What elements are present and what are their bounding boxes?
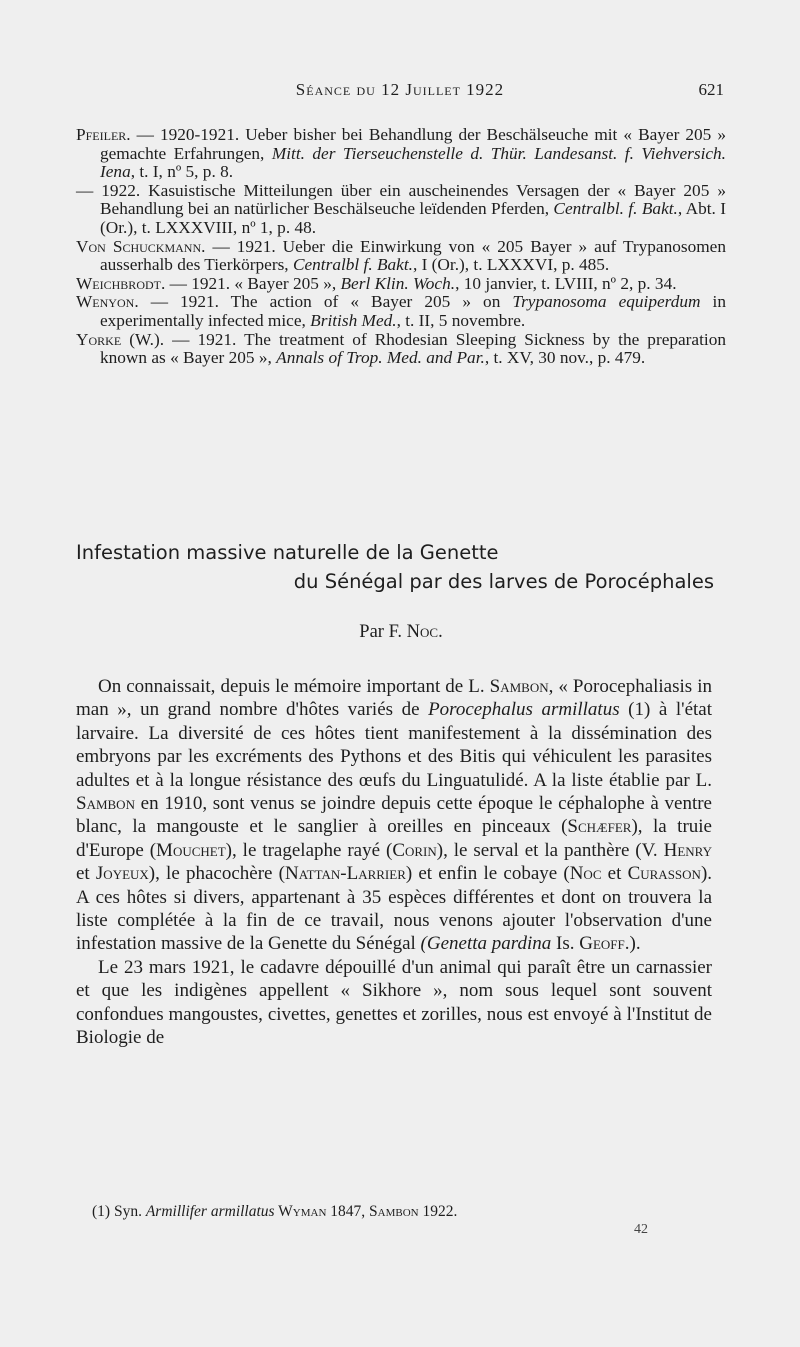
text: ), le phacochère (: [148, 863, 285, 885]
text: .).: [624, 933, 641, 955]
ref-text: . — 1920-1921. Ueber bisher bei Behandlung der Beschälseuche mit « Bayer 205 » gemachte Erfahrungen,: [100, 125, 726, 163]
text: 1847,: [326, 1203, 370, 1220]
ref-rest: , t. XV, 30 nov., p. 479.: [484, 348, 646, 368]
ref-journal: British Med.: [310, 310, 397, 330]
paragraph: Le 23 mars 1921, le cadavre dépouillé d'un animal qui paraît être un carnassier et que les indigènes appellent « Sikhore », nom sous lequel sont souvent confondues mangoustes, civettes, genettes et zorilles, nous est envoyé à l'Institut de Biologie de: [76, 956, 712, 1049]
author-name: Sambon: [369, 1203, 419, 1220]
ref-text: — 1922. Kasuistische Mitteilungen über ein auscheinendes Versagen der « Bayer 205 » Behandlung bei an natürlicher Beschälseuche leïdenden Pferden,: [76, 180, 726, 219]
reference-entry: [76, 238, 726, 275]
ref-rest: , Abt. I (Or.), t. LXXXVIII, nº 1, p. 48.: [100, 199, 727, 237]
text: en 1910, sont venus se joindre depuis cette époque le céphalophe à ventre blanc, la mangouste et le sanglier à oreilles en pinceaux (: [76, 793, 712, 838]
reference-entry: [76, 126, 726, 182]
author-name: Nattan-Larrier: [284, 863, 406, 885]
ref-journal: Trypanosoma equiperdum: [512, 292, 701, 312]
author-name: Wyman: [274, 1203, 327, 1220]
ref-journal: Centralbl. f. Bakt.: [553, 199, 678, 219]
reference-entry: [76, 331, 726, 368]
text: ), le serval et la panthère (V.: [436, 839, 664, 861]
ref-author: Von Schuckmann: [76, 236, 202, 256]
author-name: Noc: [569, 863, 602, 885]
ref-rest: , 10 janvier, t. LVIII, nº 2, p. 34.: [455, 273, 677, 293]
ref-text: . — 1921. « Bayer 205 »,: [160, 273, 341, 293]
ref-author: Yorke: [76, 329, 122, 349]
text: ), le tragelaphe rayé (: [225, 839, 393, 861]
author-name: Henry: [663, 839, 712, 861]
species-name: Porocephalus armillatus: [428, 699, 620, 721]
text: ) et enfin le cobaye (: [405, 863, 570, 885]
text: ), la truie d'Europe (: [76, 816, 712, 861]
text: et: [76, 863, 96, 885]
ref-journal: Berl Klin. Woch.: [340, 273, 456, 293]
signature-mark: 42: [634, 1222, 648, 1237]
text: On connaissait, depuis le mémoire important de L.: [98, 676, 490, 697]
author-name: Corin: [392, 839, 437, 861]
article-title-line-2: du Sénégal par des larves de Porocéphales: [293, 570, 714, 593]
ref-journal: Mitt. der Tierseuchenstelle d. Thür. Landesanst. f. Viehversich. Iena: [100, 143, 726, 182]
ref-journal: Centralbl f. Bakt.: [292, 255, 413, 275]
article-body: [76, 675, 712, 1050]
text: (1) à l'état larvaire. La diversité de ces hôtes tient manifestement à la dissémination des embryons par les excréments des Pythons et des Bitis qui véhiculent les parasites adultes et à la longue résistance des œufs du Linguatulidé. A la liste établie par L.: [76, 699, 713, 791]
author-name: Joyeux: [95, 863, 149, 885]
text: et: [601, 863, 628, 885]
byline-prefix: Par F.: [359, 622, 407, 642]
ref-rest: , I (Or.), t. LXXXVI, p. 485.: [412, 255, 610, 275]
ref-text: . — 1921. Ueber die Einwirkung von « 205 Bayer » auf Trypanosomen ausserhalb des Tierkörpers,: [100, 236, 726, 275]
author-name: Mouchet: [156, 839, 226, 861]
byline-suffix: .: [438, 622, 443, 642]
ref-author: Wenyon: [76, 292, 135, 312]
footnote-prefix: (1) Syn.: [92, 1203, 146, 1220]
author-name: Geoff: [579, 933, 625, 955]
reference-entry: [76, 293, 726, 330]
ref-journal: Annals of Trop. Med. and Par.: [276, 348, 485, 368]
ref-text: (W.). — 1921. The treatment of Rhodesian Sleeping Sickness by the preparation known as « Bayer 205 »,: [100, 329, 726, 368]
byline-author: Noc: [406, 622, 439, 642]
paragraph: [76, 675, 712, 956]
author-name: Schæfer: [567, 816, 632, 838]
reference-list: [76, 126, 726, 368]
page-number: 621: [698, 80, 724, 99]
text: 1922.: [418, 1203, 458, 1220]
text: Is.: [551, 933, 580, 955]
author-name: Curasson: [627, 863, 701, 885]
author-name: Sambon: [489, 676, 549, 697]
article-byline: [76, 622, 726, 643]
running-header: [76, 80, 724, 110]
running-title: Séance du 12 Juillet 1922: [295, 80, 505, 99]
article-title-line-1: Infestation massive naturelle de la Genette: [76, 541, 499, 564]
text: , « Porocephaliasis in man », un grand nombre d'hôtes variés de: [76, 676, 712, 721]
species-name: (Genetta pardina: [420, 933, 552, 955]
ref-rest: , t. II, 5 novembre.: [396, 310, 526, 330]
ref-author: Weichbrodt: [76, 273, 161, 293]
footnote: [92, 1203, 712, 1221]
ref-text: . — 1921. The action of « Bayer 205 » on: [134, 292, 513, 312]
footnote-species: Armillifer armillatus: [145, 1203, 275, 1220]
ref-rest: , t. I, nº 5, p. 8.: [130, 162, 234, 182]
reference-entry: [76, 275, 726, 294]
text: ). A ces hôtes si divers, appartenant à 35 espèces différentes et dont on trouvera la liste complétée à la fin de ce travail, nous venons ajouter l'observation d'une infestation massive de la Genette du Sénégal: [76, 863, 713, 955]
ref-author: Pfeiler: [76, 125, 127, 144]
ref-rest: in experimentally infected mice,: [100, 292, 726, 330]
author-name: Sambon: [76, 793, 135, 815]
reference-entry: [76, 182, 726, 238]
